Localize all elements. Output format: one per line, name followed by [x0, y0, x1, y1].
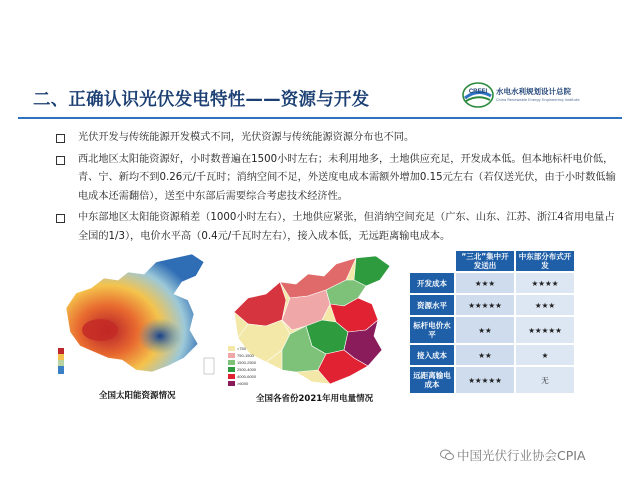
solar-map-caption: 全国太阳能资源情况: [99, 391, 176, 401]
watermark-text: 中国光伏行业协会CPIA: [457, 448, 586, 463]
table-row: [410, 317, 574, 343]
bullet-text: 光伏开发与传统能源开发模式不同，光伏资源与传统能源资源分布也不同。: [78, 132, 415, 143]
table-row: [410, 295, 574, 315]
table-header-cell: “三北”集中开发送出: [456, 251, 514, 271]
logo-name-en: China Renewable Energy Engineering Institute: [496, 98, 580, 102]
table-header-row: [410, 251, 574, 271]
legend-label: >6000: [237, 381, 249, 386]
bullet-text: 西北地区太阳能资源好，小时数普遍在1500小时左右；未利用地多，土地供应充足，开发成本低。但本地标杆电价低，青、宁、新均不到0.26元/千瓦时；消纳空间不足，外送度电成本需额外增加0.15元左右（若仅送光伏，由于小时数低输电成本还需翻倍），送至中东部后需要综合考虑技术经济性。: [78, 153, 616, 202]
rating-cell: ★★: [456, 317, 514, 343]
comparison-table: [408, 249, 576, 395]
row-label: 远距离输电成本: [410, 367, 454, 393]
title-underline: [18, 117, 622, 119]
bullet-square-icon: [56, 134, 65, 143]
wechat-icon: [440, 449, 454, 461]
bullet-square-icon: [56, 214, 65, 223]
legend-label: 4000-6000: [237, 374, 257, 379]
bullet-square-icon: [56, 156, 65, 165]
row-label: 开发成本: [410, 273, 454, 293]
table-row: [410, 273, 574, 293]
rating-cell: ★★★: [456, 273, 514, 293]
rating-cell: ★★★★: [516, 273, 574, 293]
bullet-text: 中东部地区太阳能资源稍差（1000小时左右），土地供应紧张，但消纳空间充足（广东、山东、江苏、浙江4省用电量占全国的1/3），电价水平高（0.4元/千瓦时左右），接入成本低，无远距离输电成本。: [78, 212, 615, 242]
legend-label: 2500-4000: [237, 367, 257, 372]
logo-badge: CREEI: [468, 89, 488, 95]
table-row: [410, 367, 574, 393]
table-row: [410, 345, 574, 365]
bullet-item: [56, 151, 616, 207]
solar-resource-map: [56, 248, 220, 386]
bullet-list: [56, 129, 616, 250]
logo-name-cn: 水电水利规划设计总院: [496, 87, 571, 96]
legend-label: 1500-2500: [237, 360, 257, 365]
row-label: 标杆电价水平: [410, 317, 454, 343]
row-label: 接入成本: [410, 345, 454, 365]
rating-cell: ★★★★★: [456, 367, 514, 393]
watermark: [440, 446, 586, 464]
rating-cell: ★★: [456, 345, 514, 365]
consumption-map-caption: 全国各省份2021年用电量情况: [256, 394, 374, 404]
table-header-cell: 中东部分布式开发: [516, 251, 574, 271]
row-label: 资源水平: [410, 295, 454, 315]
rating-cell: ★★★: [516, 295, 574, 315]
slide-title: 二、正确认识光伏发电特性——资源与开发: [33, 90, 370, 110]
bullet-item: [56, 129, 616, 148]
legend-label: <750: [237, 346, 247, 351]
rating-cell: ★: [516, 345, 574, 365]
legend-label: 750-1500: [237, 353, 254, 358]
rating-cell: 无: [516, 367, 574, 393]
rating-cell: ★★★★★: [456, 295, 514, 315]
electricity-consumption-map: [226, 250, 404, 400]
rating-cell: ★★★★★: [516, 317, 574, 343]
bullet-item: [56, 209, 616, 246]
